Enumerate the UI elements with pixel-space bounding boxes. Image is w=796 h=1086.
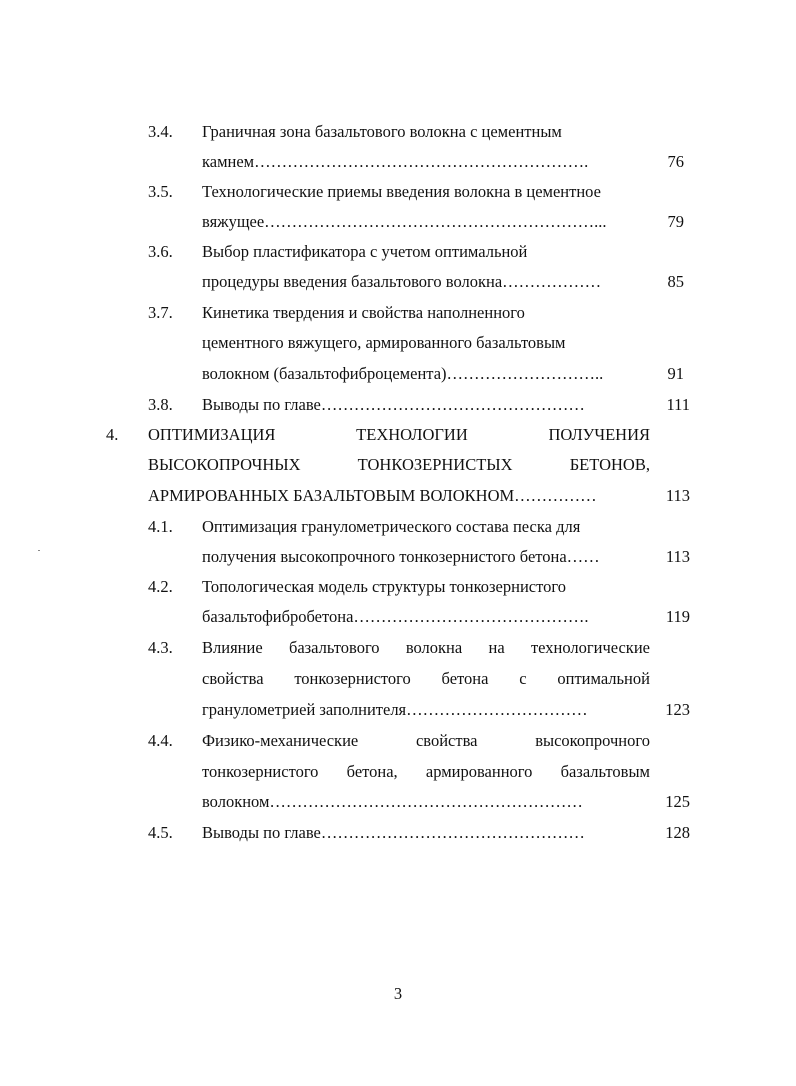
toc-page-4-1: 113	[665, 547, 690, 566]
entry-4-3-word: волокна	[405, 638, 463, 657]
entry-4-4-word: армированного	[425, 762, 533, 781]
toc-entry-3-4-line2: камнем…………………………………………………….	[202, 152, 589, 171]
toc-entry-3-6-line2: процедуры введения базальтового волокна………………	[202, 272, 602, 291]
entry-4-3-word: свойства	[202, 669, 264, 688]
toc-page-4: 113	[665, 486, 690, 505]
toc-number-4-5: 4.5.	[148, 823, 173, 842]
toc-number-3-7: 3.7.	[148, 303, 173, 322]
toc-entry-4-1-line2: получения высокопрочного тонкозернистого бетона……	[202, 547, 600, 566]
toc-number-3-6: 3.6.	[148, 242, 173, 261]
entry-4-4-word: Физико-механические	[202, 731, 359, 750]
toc-page-3-6: 85	[667, 272, 684, 291]
toc-page-4-5: 128	[665, 823, 690, 842]
entry-4-4-word: тонкозернистого	[202, 762, 319, 781]
toc-entry-3-7-line3: волокном (базальтофиброцемента)………………………..	[202, 364, 604, 383]
entry-4-3-word: на	[488, 638, 505, 657]
toc-entry-4-1-line1: Оптимизация гранулометрического состава песка для	[202, 517, 581, 536]
toc-page-3-5: 79	[667, 212, 684, 231]
entry-4-4-word: свойства	[415, 731, 478, 750]
toc-chapter-4-line1	[148, 424, 650, 446]
toc-page-3-8: 111	[666, 395, 690, 414]
entry-4-4-word: базальтовым	[560, 762, 650, 781]
entry-4-3-word: оптимальной	[557, 669, 650, 688]
toc-entry-4-4-line3: волокном…………………………………………………	[202, 792, 583, 811]
toc-entry-3-7-line2: цементного вяжущего, армированного базальтовым	[202, 333, 566, 352]
toc-entry-3-7-line1: Кинетика твердения и свойства наполненного	[202, 303, 525, 322]
chapter-4-word: БЕТОНОВ,	[569, 455, 650, 474]
toc-chapter-4-line3: АРМИРОВАННЫХ БАЗАЛЬТОВЫМ ВОЛОКНОМ……………	[148, 486, 597, 505]
scan-speck	[38, 550, 40, 551]
toc-number-4: 4.	[106, 425, 119, 444]
chapter-4-word: ПОЛУЧЕНИЯ	[548, 425, 650, 444]
toc-entry-4-4-line2	[202, 761, 650, 783]
toc-entry-4-2-line1: Топологическая модель структуры тонкозернистого	[202, 577, 566, 596]
toc-number-4-1: 4.1.	[148, 517, 173, 536]
toc-entry-4-4-line1	[202, 730, 650, 752]
toc-entry-4-3-line1	[202, 637, 650, 659]
entry-4-4-word: высокопрочного	[535, 731, 650, 750]
toc-number-4-4: 4.4.	[148, 731, 173, 750]
entry-4-3-word: с	[519, 669, 527, 688]
entry-4-3-word: Влияние	[202, 638, 263, 657]
toc-number-3-5: 3.5.	[148, 182, 173, 201]
toc-entry-3-8-line1: Выводы по главе…………………………………………	[202, 395, 585, 414]
entry-4-4-word: бетона,	[346, 762, 398, 781]
toc-chapter-4-line2	[148, 454, 650, 476]
toc-page-4-4: 125	[665, 792, 690, 811]
chapter-4-word: ВЫСОКОПРОЧНЫХ	[148, 455, 301, 474]
toc-page-3-7: 91	[667, 364, 684, 383]
toc-page-4-2: 119	[665, 607, 690, 626]
toc-number-3-8: 3.8.	[148, 395, 173, 414]
toc-entry-4-3-line3: гранулометрией заполнителя……………………………	[202, 700, 588, 719]
entry-4-3-word: тонкозернистого	[294, 669, 411, 688]
toc-entry-4-2-line2: базальтофибробетона…………………………………….	[202, 607, 589, 626]
toc-entry-3-5-line2: вяжущее……………………………………………………...	[202, 212, 607, 231]
toc-number-4-2: 4.2.	[148, 577, 173, 596]
chapter-4-word: ТЕХНОЛОГИИ	[356, 425, 468, 444]
toc-number-3-4: 3.4.	[148, 122, 173, 141]
entry-4-3-word: базальтового	[288, 638, 380, 657]
chapter-4-word: ТОНКОЗЕРНИСТЫХ	[357, 455, 513, 474]
chapter-4-word: ОПТИМИЗАЦИЯ	[148, 425, 276, 444]
toc-entry-4-5-line1: Выводы по главе…………………………………………	[202, 823, 585, 842]
toc-entry-3-4-line1: Граничная зона базальтового волокна с цементным	[202, 122, 562, 141]
toc-page-3-4: 76	[667, 152, 684, 171]
page-number: 3	[393, 984, 403, 1003]
toc-page-4-3: 123	[665, 700, 690, 719]
toc-entry-3-6-line1: Выбор пластификатора с учетом оптимальной	[202, 242, 528, 261]
toc-number-4-3: 4.3.	[148, 638, 173, 657]
entry-4-3-word: технологические	[530, 638, 650, 657]
toc-entry-4-3-line2	[202, 668, 650, 690]
entry-4-3-word: бетона	[441, 669, 489, 688]
toc-entry-3-5-line1: Технологические приемы введения волокна в цементное	[202, 182, 601, 201]
